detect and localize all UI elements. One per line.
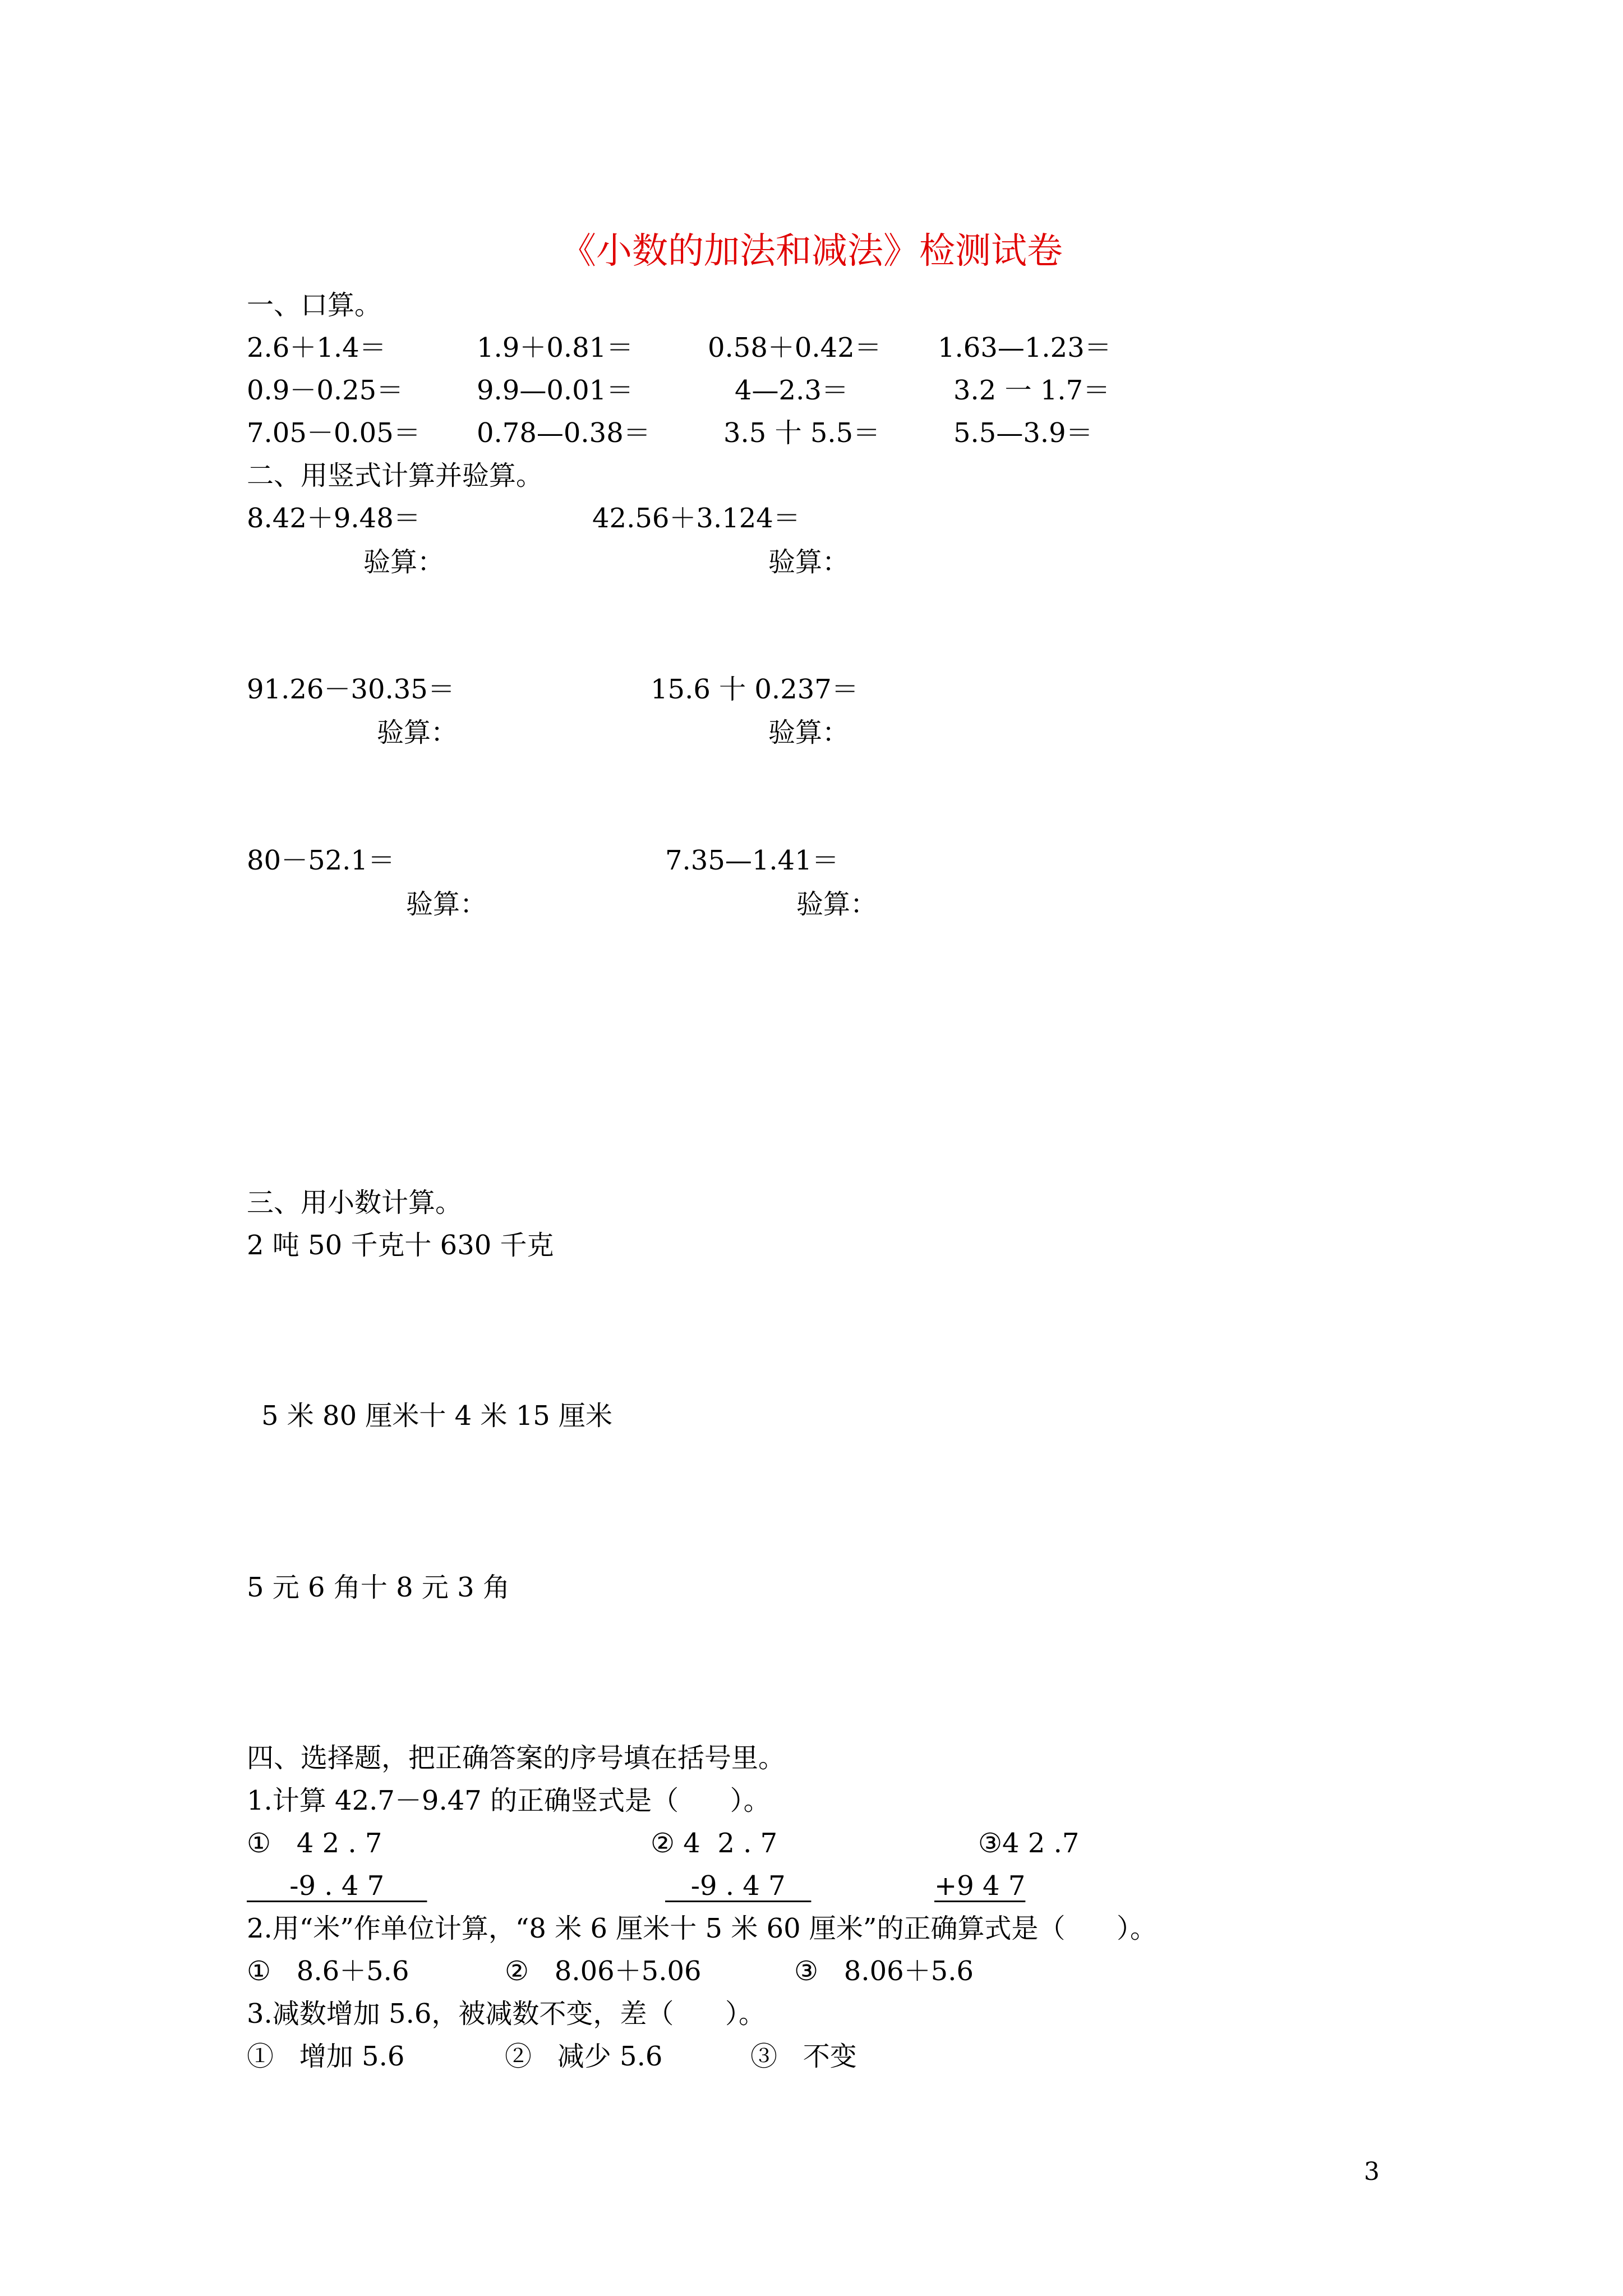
oral-calc-item: 3.2 一 1.7＝ (953, 375, 1110, 406)
section-2-heading: 二、用竖式计算并验算。 (247, 460, 543, 491)
q1-option-3-bottom: +9 4 7 (934, 1870, 1026, 1902)
unit-calc-item: 2 吨 50 千克十 630 千克 (247, 1230, 554, 1261)
vertical-calc-item: 7.35—1.41＝ (665, 845, 839, 876)
q1-option-2-bottom: -9 . 4 7 (665, 1870, 811, 1902)
section-4-heading: 四、选择题，把正确答案的序号填在括号里。 (247, 1742, 786, 1774)
vertical-calc-item: 42.56＋3.124＝ (592, 503, 800, 534)
oral-calc-item: 4—2.3＝ (735, 375, 849, 406)
q3-option: ① 增加 5.6 (247, 2041, 405, 2072)
vertical-calc-item: 15.6 十 0.237＝ (651, 674, 859, 705)
question-3-stem: 3.减数增加 5.6，被减数不变，差（ ）。 (247, 1998, 766, 2030)
q1-option-2-top: ② 4 2 . 7 (651, 1828, 778, 1859)
q2-option: ③ 8.06＋5.6 (794, 1955, 974, 1987)
check-label: 验算： (363, 546, 445, 578)
section-1-heading: 一、口算。 (247, 289, 382, 321)
q1-option-1-top: ① 4 2 . 7 (247, 1828, 382, 1859)
oral-calc-item: 0.9－0.25＝ (247, 375, 404, 406)
oral-calc-item: 1.63—1.23＝ (938, 332, 1112, 364)
page-title: 《小数的加法和减法》检测试卷 (560, 231, 1063, 272)
q1-option-3-top: ③4 2 .7 (978, 1828, 1080, 1859)
oral-calc-item: 3.5 十 5.5＝ (723, 417, 880, 449)
check-label: 验算： (796, 889, 878, 920)
oral-calc-item: 0.58＋0.42＝ (708, 332, 882, 364)
oral-calc-item: 9.9—0.01＝ (477, 375, 634, 406)
q2-option: ① 8.6＋5.6 (247, 1955, 409, 1987)
check-label: 验算： (377, 717, 458, 748)
question-1-stem: 1.计算 42.7－9.47 的正确竖式是（ ）。 (247, 1785, 771, 1816)
unit-calc-item: 5 元 6 角十 8 元 3 角 (247, 1572, 510, 1603)
q1-option-1-bottom: -9 . 4 7 (247, 1870, 427, 1902)
q2-option: ② 8.06＋5.06 (505, 1955, 702, 1987)
question-2-stem: 2.用“米”作单位计算，“8 米 6 厘米十 5 米 60 厘米”的正确算式是（ ）。 (247, 1913, 1158, 1944)
check-label: 验算： (406, 889, 487, 920)
oral-calc-item: 1.9＋0.81＝ (477, 332, 634, 364)
q3-option: ② 减少 5.6 (505, 2041, 663, 2072)
oral-calc-item: 7.05－0.05＝ (247, 417, 421, 449)
page-number: 3 (1364, 2157, 1380, 2186)
oral-calc-item: 0.78—0.38＝ (477, 417, 651, 449)
check-label: 验算： (768, 717, 850, 748)
oral-calc-item: 5.5—3.9＝ (953, 417, 1093, 449)
vertical-calc-item: 80－52.1＝ (247, 845, 395, 876)
vertical-calc-item: 91.26－30.35＝ (247, 674, 455, 705)
vertical-calc-item: 8.42＋9.48＝ (247, 503, 421, 534)
section-3-heading: 三、用小数计算。 (247, 1187, 463, 1218)
unit-calc-item: 5 米 80 厘米十 4 米 15 厘米 (261, 1400, 613, 1432)
q3-option: ③ 不变 (750, 2041, 857, 2072)
oral-calc-item: 2.6＋1.4＝ (247, 332, 386, 364)
check-label: 验算： (768, 546, 850, 578)
